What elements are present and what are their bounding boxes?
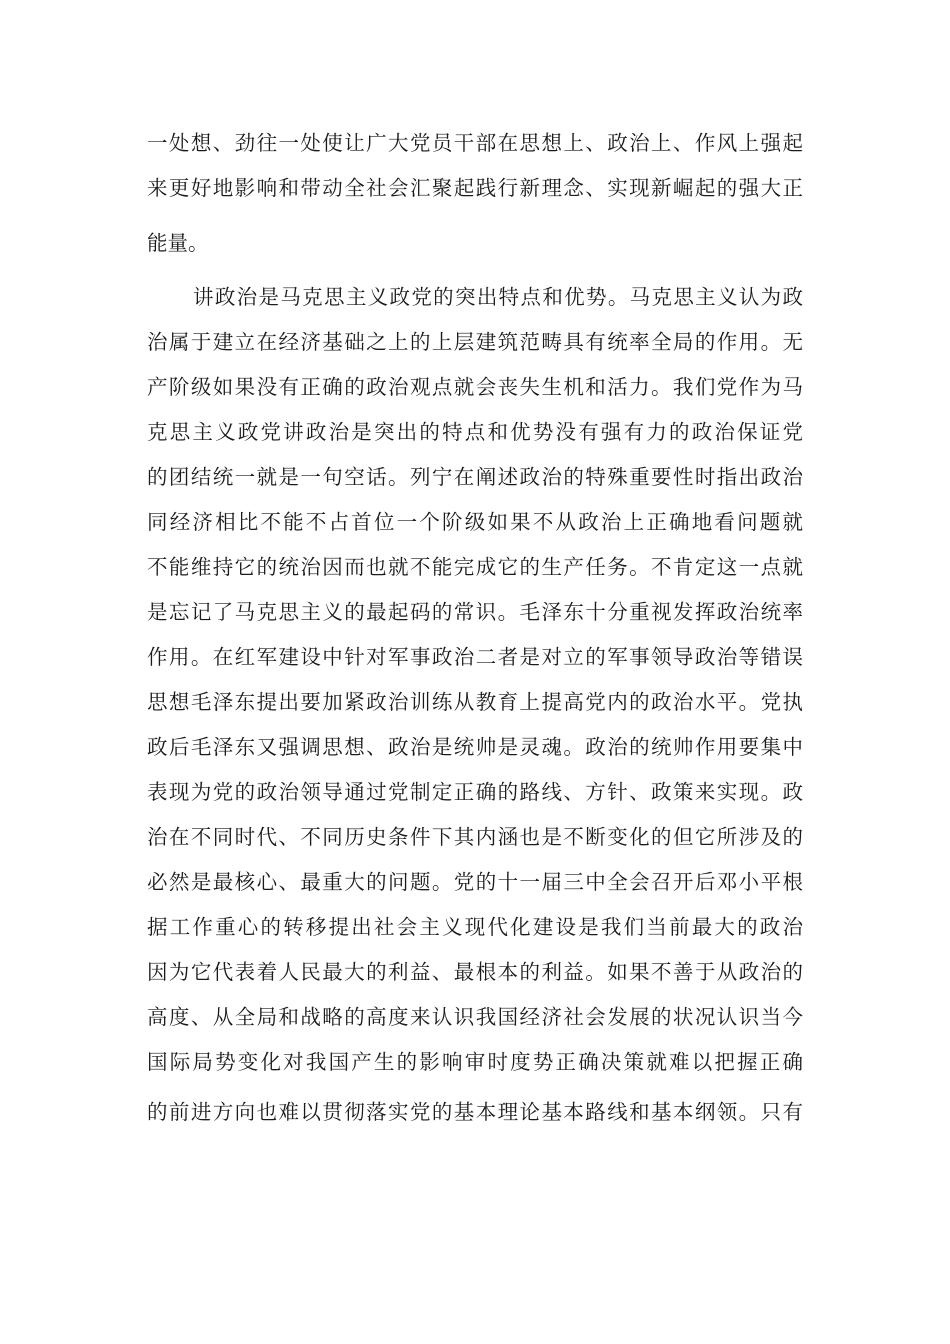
paragraph-1-line-2: 来更好地影响和带动全社会汇聚起践行新理念、实现新崛起的强大正	[147, 176, 803, 200]
paragraph-2-line-4: 克思主义政党讲政治是突出的特点和优势没有强有力的政治保证党	[147, 420, 803, 444]
paragraph-2-line-5: 的团结统一就是一句空话。列宁在阐述政治的特殊重要性时指出政治	[147, 465, 803, 489]
paragraph-2-line-18: 国际局势变化对我国产生的影响审时度势正确决策就难以把握正确	[147, 1050, 803, 1074]
paragraph-2-line-11: 政后毛泽东又强调思想、政治是统帅是灵魂。政治的统帅作用要集中	[147, 735, 803, 759]
paragraph-2-line-15: 据工作重心的转移提出社会主义现代化建设是我们当前最大的政治	[147, 915, 803, 939]
paragraph-2-line-7: 不能维持它的统治因而也就不能完成它的生产任务。不肯定这一点就	[147, 555, 803, 579]
paragraph-2-line-1: 讲政治是马克思主义政党的突出特点和优势。马克思主义认为政	[193, 285, 803, 309]
paragraph-1-line-3: 能量。	[147, 231, 209, 255]
paragraph-2-line-2: 治属于建立在经济基础之上的上层建筑范畴具有统率全局的作用。无	[147, 330, 803, 354]
paragraph-2-line-3: 产阶级如果没有正确的政治观点就会丧失生机和活力。我们党作为马	[147, 375, 803, 399]
paragraph-2-line-8: 是忘记了马克思主义的最起码的常识。毛泽东十分重视发挥政治统率	[147, 600, 803, 624]
paragraph-2-line-9: 作用。在红军建设中针对军事政治二者是对立的军事领导政治等错误	[147, 645, 803, 669]
paragraph-2-line-12: 表现为党的政治领导通过党制定正确的路线、方针、政策来实现。政	[147, 780, 803, 804]
paragraph-2-line-13: 治在不同时代、不同历史条件下其内涵也是不断变化的但它所涉及的	[147, 825, 803, 849]
paragraph-2-line-16: 因为它代表着人民最大的利益、最根本的利益。如果不善于从政治的	[147, 960, 803, 984]
paragraph-1-line-1: 一处想、劲往一处使让广大党员干部在思想上、政治上、作风上强起	[147, 131, 803, 155]
paragraph-2-line-10: 思想毛泽东提出要加紧政治训练从教育上提高党内的政治水平。党执	[147, 690, 803, 714]
paragraph-2-line-19: 的前进方向也难以贯彻落实党的基本理论基本路线和基本纲领。只有	[147, 1100, 803, 1124]
paragraph-2-line-6: 同经济相比不能不占首位一个阶级如果不从政治上正确地看问题就	[147, 510, 803, 534]
paragraph-2-line-17: 高度、从全局和战略的高度来认识我国经济社会发展的状况认识当今	[147, 1005, 803, 1029]
paragraph-2-line-14: 必然是最核心、最重大的问题。党的十一届三中全会召开后邓小平根	[147, 870, 803, 894]
